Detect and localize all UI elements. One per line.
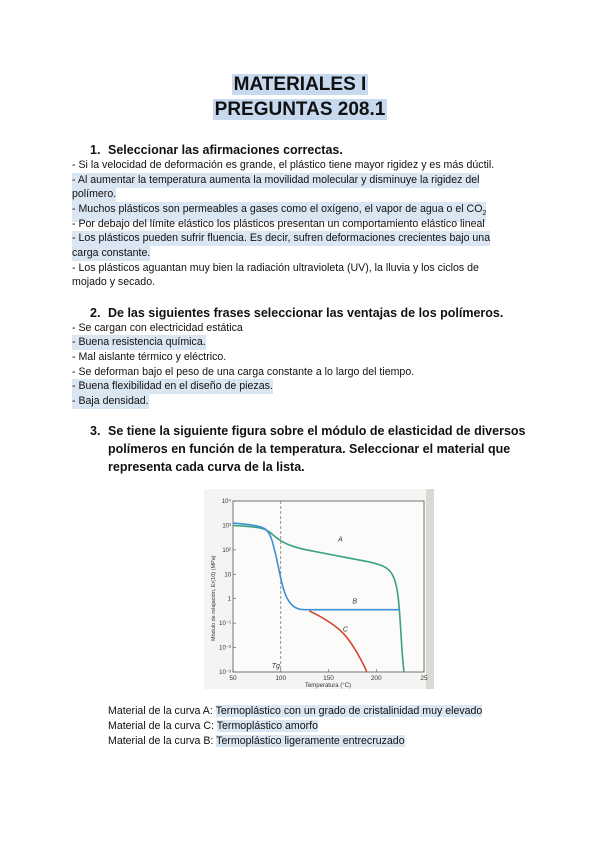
- question-3-number: 3.: [90, 424, 101, 438]
- title-text-1: MATERIALES I: [233, 74, 367, 95]
- y-tick-label: 10³: [222, 523, 231, 530]
- q3-answer-b: [108, 734, 405, 749]
- document-title-line2: [0, 98, 600, 122]
- q3-answer-c: [108, 719, 318, 734]
- q1-statement: - Los plásticos pueden sufrir fluencia. Es decir, sufren deformaciones crecientes bajo una: [72, 232, 491, 244]
- question-1-text: Seleccionar las afirmaciones correctas.: [108, 143, 343, 157]
- q2-option: - Se deforman bajo el peso de una carga constante a lo largo del tiempo.: [72, 366, 415, 378]
- question-3-text-2: polímeros en función de la temperatura. Seleccionar el material que: [108, 442, 511, 456]
- x-tick-label: 50: [229, 675, 237, 682]
- q1-statement: - Los plásticos aguantan muy bien la radiación ultravioleta (UV), la lluvia y los ciclos de: [72, 262, 479, 274]
- answer-label: Material de la curva B:: [108, 735, 217, 747]
- answer-value: Termoplástico con un grado de cristalinidad muy elevado: [215, 705, 483, 717]
- q2-option: - Buena resistencia química.: [72, 336, 206, 348]
- title-text-2: PREGUNTAS 208.1: [214, 99, 386, 120]
- curve-label-a: A: [338, 536, 343, 544]
- co2-subscript: 2: [482, 210, 487, 218]
- q2-option: - Buena flexibilidad en el diseño de piezas.: [72, 380, 273, 392]
- q1-statement: - Al aumentar la temperatura aumenta la movilidad molecular y disminuye la rigidez del: [72, 174, 480, 186]
- y-axis-label: Módulo de relajación, Er(10) (MPa): [211, 555, 217, 641]
- question-3-text-3: representa cada curva de la lista.: [108, 460, 305, 474]
- modulus-temperature-chart: [204, 489, 434, 689]
- answer-label: Material de la curva A:: [108, 705, 216, 717]
- q1-statement: - Por debajo del límite elástico los plásticos presentan un comportamiento elástico lineal: [72, 218, 485, 230]
- y-tick-label: 10²: [222, 547, 231, 554]
- y-tick-label: 10⁻¹: [219, 621, 231, 628]
- answer-value: Termoplástico ligeramente entrecruzado: [216, 735, 405, 747]
- curve-label-c: C: [342, 626, 348, 634]
- y-tick-label: 10⁴: [221, 499, 231, 505]
- q1-statement: polímero.: [72, 188, 117, 200]
- x-tick-label: 200: [370, 675, 382, 682]
- question-3-heading: [0, 422, 600, 478]
- y-tick-label: 10: [224, 572, 231, 579]
- chart-right-shadow: [426, 489, 434, 689]
- document-title-line1: [0, 73, 600, 97]
- answer-label: Material de la curva C:: [108, 720, 217, 732]
- question-1-number: 1.: [90, 143, 101, 157]
- x-tick-label: 150: [323, 675, 334, 682]
- q1-statement: carga constante.: [72, 247, 151, 259]
- q2-option: - Baja densidad.: [72, 395, 149, 407]
- curve-label-b: B: [352, 598, 358, 606]
- answer-value: Termoplástico amorfo: [216, 720, 319, 732]
- q2-option: - Se cargan con electricidad estática: [72, 322, 243, 334]
- y-tick-label: 10⁻³: [219, 670, 231, 676]
- question-3-text-1: Se tiene la siguiente figura sobre el módulo de elasticidad de diversos: [108, 424, 526, 438]
- q2-option: - Mal aislante térmico y eléctrico.: [72, 351, 227, 363]
- q1-statement: - Muchos plásticos son permeables a gases como el oxígeno, el vapor de agua o el CO: [72, 203, 483, 215]
- y-tick-label: 1: [227, 596, 231, 603]
- q1-statement: - Si la velocidad de deformación es grande, el plástico tiene mayor rigidez y es más dúctil.: [72, 159, 495, 171]
- x-axis-label: Temperatura (°C): [304, 683, 352, 689]
- question-2-text: De las siguientes frases seleccionar las ventajas de los polímeros.: [108, 306, 504, 320]
- question-2-number: 2.: [90, 306, 101, 320]
- tg-label: Tg: [271, 663, 280, 670]
- q1-statement: mojado y secado.: [72, 276, 156, 288]
- y-tick-label: 10⁻²: [219, 645, 231, 652]
- q3-answer-a: [108, 704, 482, 719]
- x-tick-label: 25: [420, 675, 428, 682]
- x-tick-label: 100: [275, 675, 287, 682]
